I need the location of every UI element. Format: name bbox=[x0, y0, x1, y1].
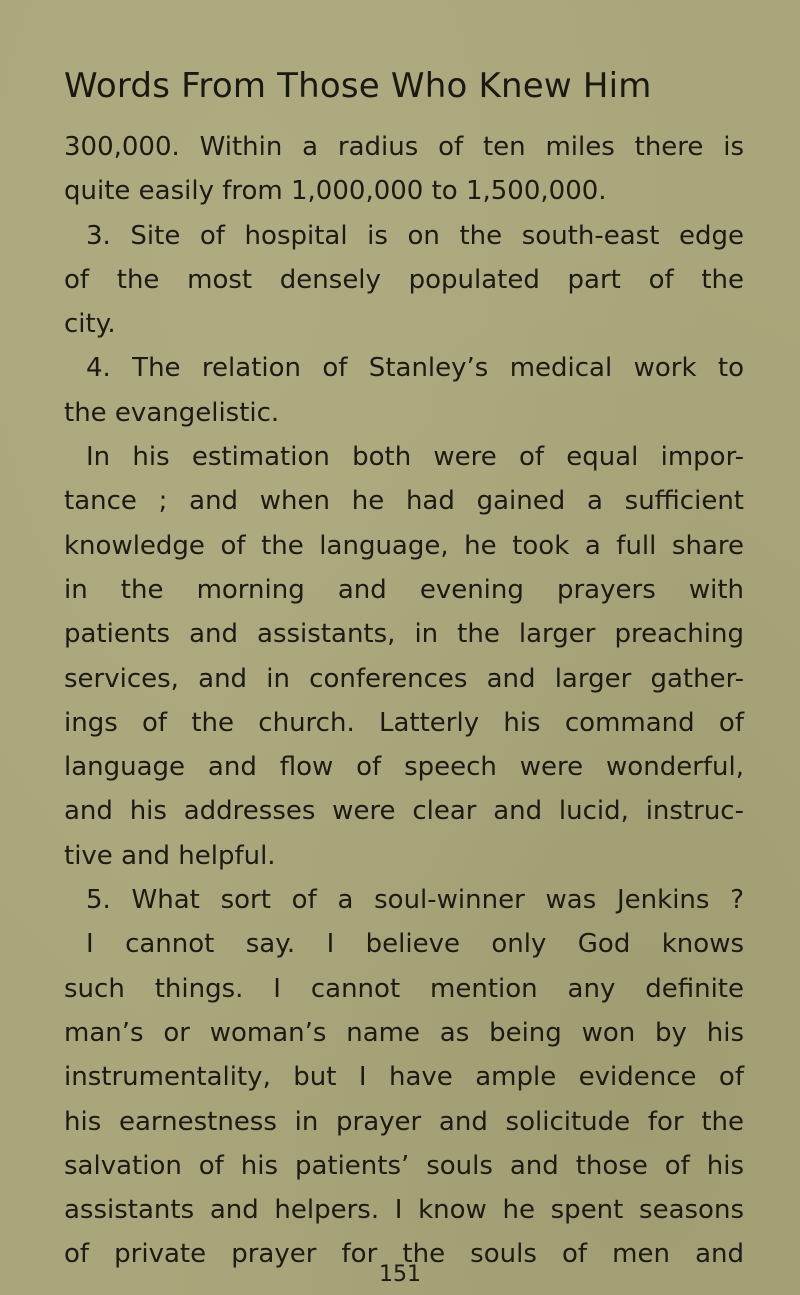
text-line: tance ; and when he had gained a sufficient bbox=[64, 486, 744, 517]
text-line: quite easily from 1,000,000 to 1,500,000. bbox=[64, 176, 607, 207]
text-line: man’s or woman’s name as being won by his bbox=[64, 1017, 744, 1048]
body-text bbox=[64, 125, 744, 1277]
text-line: language and flow of speech were wonderful, bbox=[64, 752, 744, 783]
text-line: such things. I cannot mention any definite bbox=[64, 973, 744, 1004]
text-line: knowledge of the language, he took a full share bbox=[64, 530, 744, 561]
text-line: ings of the church. Latterly his command of bbox=[64, 707, 744, 738]
text-line: I cannot say. I believe only God knows bbox=[86, 929, 744, 960]
text-line: In his estimation both were of equal impor- bbox=[86, 442, 744, 473]
text-line: instrumentality, but I have ample evidence of bbox=[64, 1062, 744, 1093]
text-line: his earnestness in prayer and solicitude for the bbox=[64, 1106, 744, 1137]
text-line: 300,000. Within a radius of ten miles there is bbox=[64, 132, 744, 162]
text-line: and his addresses were clear and lucid, instruc- bbox=[64, 796, 744, 827]
page-number: 151 bbox=[379, 1262, 421, 1287]
text-line: 5. What sort of a soul-winner was Jenkins ? bbox=[86, 885, 744, 916]
text-line: assistants and helpers. I know he spent seasons bbox=[64, 1195, 744, 1226]
running-head: Words From Those Who Knew Him bbox=[64, 66, 652, 106]
text-line: in the morning and evening prayers with bbox=[64, 574, 744, 605]
text-line: tive and helpful. bbox=[64, 840, 276, 871]
text-line: services, and in conferences and larger gather- bbox=[64, 663, 744, 694]
text-line: 3. Site of hospital is on the south-east edge bbox=[86, 220, 744, 251]
text-line: city. bbox=[64, 309, 116, 340]
text-line: salvation of his patients’ souls and those of his bbox=[64, 1150, 744, 1181]
text-line: patients and assistants, in the larger preaching bbox=[64, 619, 744, 650]
text-line: of private prayer for the souls of men and bbox=[64, 1239, 744, 1270]
text-line: 4. The relation of Stanley’s medical work to bbox=[86, 353, 744, 384]
text-line: of the most densely populated part of the bbox=[64, 264, 744, 295]
text-line: the evangelistic. bbox=[64, 397, 280, 428]
